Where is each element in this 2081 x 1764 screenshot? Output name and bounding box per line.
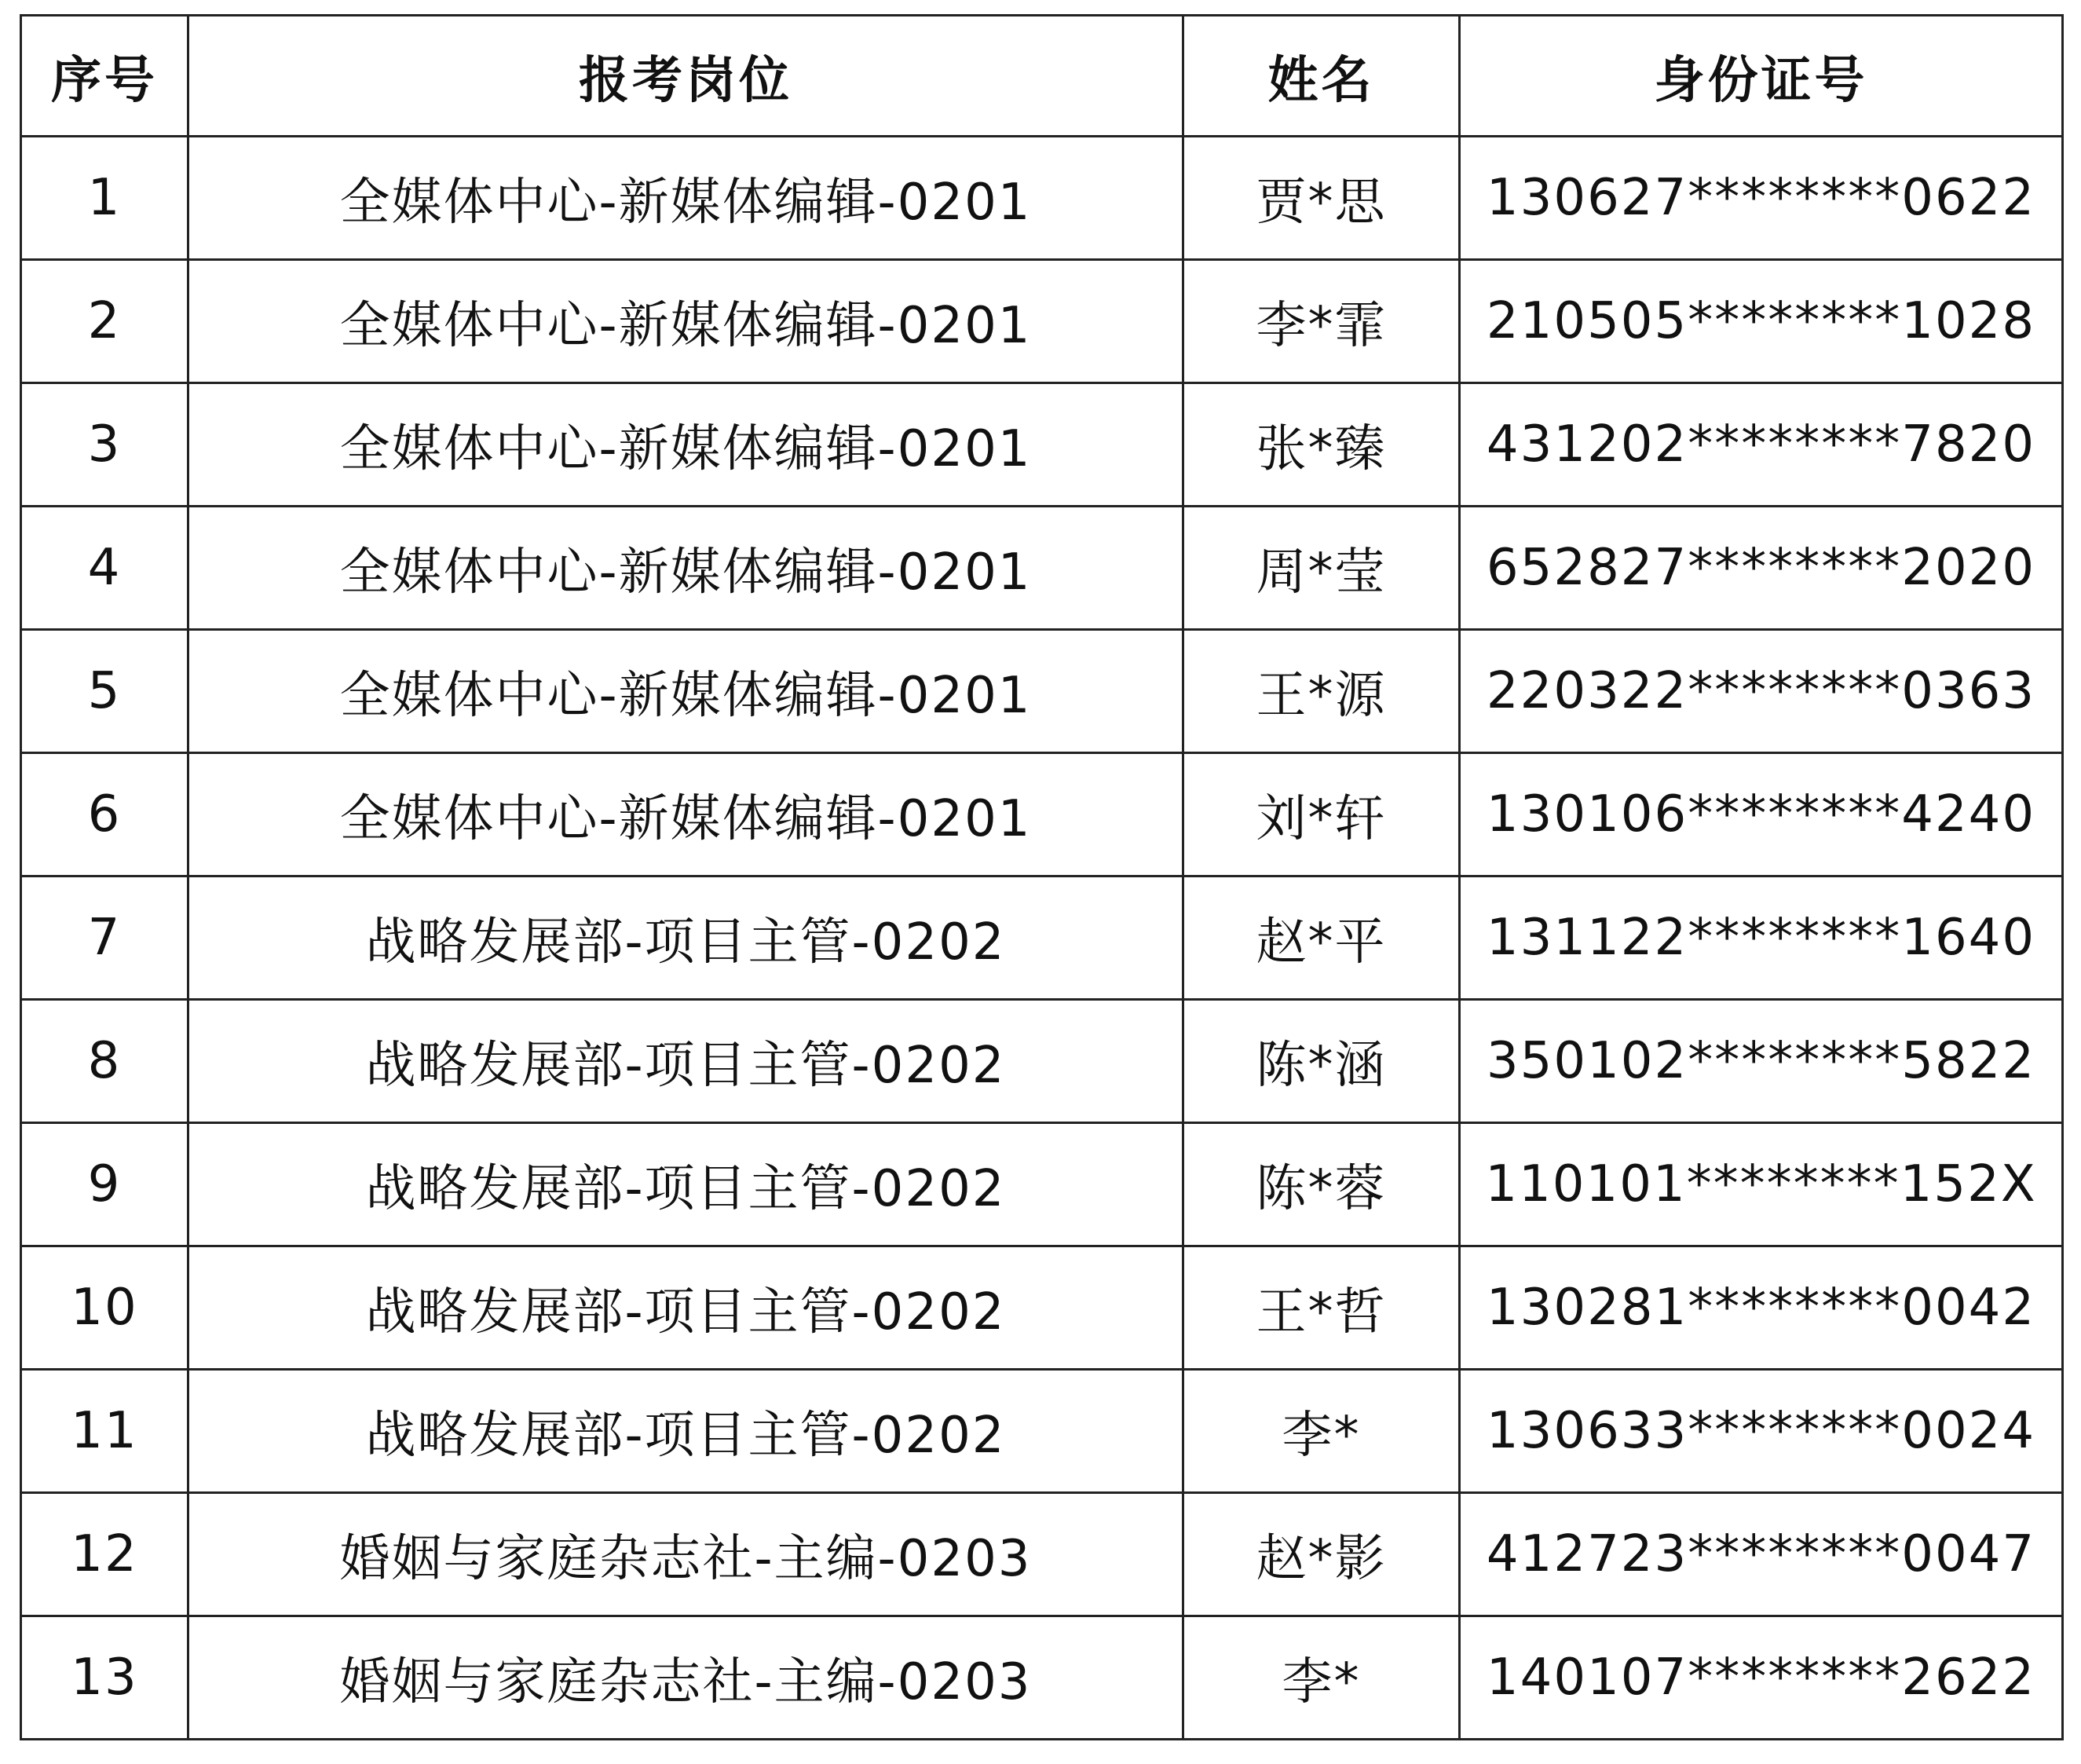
cell-id: 130633********0024: [1460, 1370, 2063, 1493]
table-row: [21, 507, 2063, 630]
cell-id: 110101********152X: [1460, 1123, 2063, 1246]
cell-position: 婚姻与家庭杂志社-主编-0203: [188, 1616, 1183, 1740]
cell-name: 李*霏: [1183, 260, 1460, 383]
table-row: [21, 1000, 2063, 1123]
table-header: [21, 16, 2063, 137]
table-body: [21, 137, 2063, 1740]
cell-name: 刘*轩: [1183, 753, 1460, 877]
cell-seq: 2: [21, 260, 188, 383]
cell-position: 全媒体中心-新媒体编辑-0201: [188, 383, 1183, 507]
cell-position: 战略发展部-项目主管-0202: [188, 1246, 1183, 1370]
cell-position: 战略发展部-项目主管-0202: [188, 1000, 1183, 1123]
header-row: [21, 16, 2063, 137]
cell-id: 652827********2020: [1460, 507, 2063, 630]
table-row: [21, 137, 2063, 260]
cell-seq: 10: [21, 1246, 188, 1370]
cell-position: 战略发展部-项目主管-0202: [188, 877, 1183, 1000]
cell-name: 赵*影: [1183, 1493, 1460, 1616]
cell-position: 全媒体中心-新媒体编辑-0201: [188, 630, 1183, 753]
header-name: 姓名: [1183, 16, 1460, 137]
cell-position: 婚姻与家庭杂志社-主编-0203: [188, 1493, 1183, 1616]
cell-seq: 13: [21, 1616, 188, 1740]
cell-id: 412723********0047: [1460, 1493, 2063, 1616]
cell-position: 全媒体中心-新媒体编辑-0201: [188, 507, 1183, 630]
cell-position: 全媒体中心-新媒体编辑-0201: [188, 753, 1183, 877]
cell-name: 陈*蓉: [1183, 1123, 1460, 1246]
header-id: 身份证号: [1460, 16, 2063, 137]
cell-id: 210505********1028: [1460, 260, 2063, 383]
cell-seq: 5: [21, 630, 188, 753]
cell-name: 陈*涵: [1183, 1000, 1460, 1123]
cell-id: 140107********2622: [1460, 1616, 2063, 1740]
cell-name: 张*臻: [1183, 383, 1460, 507]
cell-id: 350102********5822: [1460, 1000, 2063, 1123]
cell-position: 战略发展部-项目主管-0202: [188, 1123, 1183, 1246]
cell-id: 131122********1640: [1460, 877, 2063, 1000]
header-position: 报考岗位: [188, 16, 1183, 137]
cell-seq: 11: [21, 1370, 188, 1493]
cell-id: 220322********0363: [1460, 630, 2063, 753]
table-row: [21, 1370, 2063, 1493]
table-row: [21, 260, 2063, 383]
candidate-table: [20, 14, 2064, 1740]
table-row: [21, 1493, 2063, 1616]
cell-id: 130281********0042: [1460, 1246, 2063, 1370]
cell-seq: 1: [21, 137, 188, 260]
cell-id: 130106********4240: [1460, 753, 2063, 877]
cell-name: 王*源: [1183, 630, 1460, 753]
table-row: [21, 1616, 2063, 1740]
cell-id: 130627********0622: [1460, 137, 2063, 260]
cell-name: 贾*思: [1183, 137, 1460, 260]
cell-seq: 12: [21, 1493, 188, 1616]
cell-seq: 8: [21, 1000, 188, 1123]
table-row: [21, 877, 2063, 1000]
cell-id: 431202********7820: [1460, 383, 2063, 507]
table-row: [21, 383, 2063, 507]
cell-seq: 4: [21, 507, 188, 630]
cell-seq: 9: [21, 1123, 188, 1246]
header-seq: 序号: [21, 16, 188, 137]
cell-name: 王*哲: [1183, 1246, 1460, 1370]
cell-name: 李*: [1183, 1616, 1460, 1740]
cell-seq: 6: [21, 753, 188, 877]
cell-name: 周*莹: [1183, 507, 1460, 630]
cell-seq: 7: [21, 877, 188, 1000]
table-row: [21, 1123, 2063, 1246]
cell-position: 战略发展部-项目主管-0202: [188, 1370, 1183, 1493]
cell-position: 全媒体中心-新媒体编辑-0201: [188, 260, 1183, 383]
cell-name: 赵*平: [1183, 877, 1460, 1000]
table-row: [21, 753, 2063, 877]
cell-position: 全媒体中心-新媒体编辑-0201: [188, 137, 1183, 260]
table-row: [21, 630, 2063, 753]
table-row: [21, 1246, 2063, 1370]
cell-seq: 3: [21, 383, 188, 507]
cell-name: 李*: [1183, 1370, 1460, 1493]
